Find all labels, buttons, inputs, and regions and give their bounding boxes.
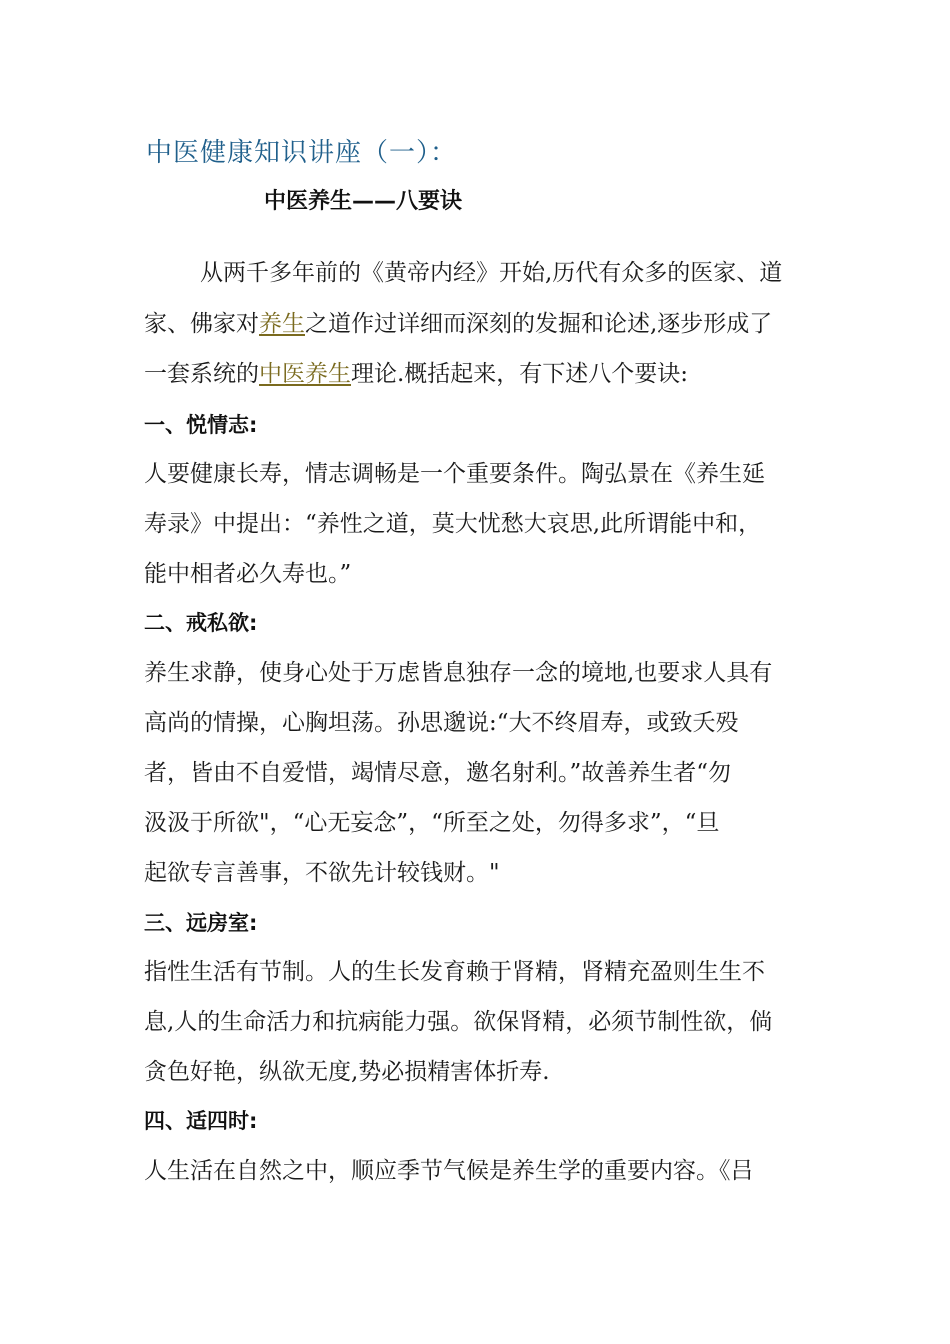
tcm-yangsheng-link[interactable]: 中医养生 [259,361,351,387]
intro-line-3-text-a: 一套系统的 [144,361,259,387]
intro-line-2 [144,309,772,339]
section-heading-2: 二、戒私欲: [144,611,258,635]
section-3-line-3: 贪色好艳，纵欲无度,势必损精害体折寿. [144,1059,550,1085]
section-heading-4: 四、适四时: [144,1109,258,1133]
section-3-line-1: 指性生活有节制。人的生长发育赖于肾精，肾精充盈则生生不 [144,959,765,985]
section-2-line-1: 养生求静，使身心处于万虑皆息独存一念的境地,也要求人具有 [144,660,773,686]
section-heading-3: 三、远房室: [144,911,258,935]
page-title: 中医健康知识讲座（一）： [146,138,458,168]
intro-line-3 [144,359,688,389]
section-heading-1: 一、悦情志: [144,413,258,437]
page-subtitle: 中医养生——八要诀 [264,189,463,214]
intro-line-2-text-a: 家、佛家对 [144,311,259,337]
yangsheng-link[interactable]: 养生 [259,311,305,337]
intro-line-1: 从两千多年前的《黄帝内经》开始,历代有众多的医家、道 [200,260,783,286]
section-1-line-2: 寿录》中提出：“养性之道，莫大忧愁大哀思,此所谓能中和， [144,511,762,537]
section-1-line-1: 人要健康长寿，情志调畅是一个重要条件。陶弘景在《养生延 [144,461,765,487]
section-3-line-2: 息,人的生命活力和抗病能力强。欲保肾精，必须节制性欲，倘 [144,1009,773,1035]
intro-line-3-text-b: 理论.概括起来，有下述八个要诀: [351,361,689,387]
section-4-line-1: 人生活在自然之中，顺应季节气候是养生学的重要内容。《吕 [144,1158,754,1184]
section-2-line-2: 高尚的情操，心胸坦荡。孙思邈说:“大不终眉寿，或致夭殁 [144,710,739,736]
intro-line-2-text-b: 之道作过详细而深刻的发掘和论述,逐步形成了 [305,311,773,337]
section-1-line-3: 能中相者必久寿也。” [144,561,352,587]
section-2-line-3: 者，皆由不自爱惜，竭情尽意，邀名射利。”故善养生者“勿 [144,760,732,786]
section-2-line-5: 起欲专言善事，不欲先计较钱财。" [144,860,500,886]
section-2-line-4: 汲汲于所欲"，“心无妄念”，“所至之处，勿得多求”，“旦 [144,810,720,836]
